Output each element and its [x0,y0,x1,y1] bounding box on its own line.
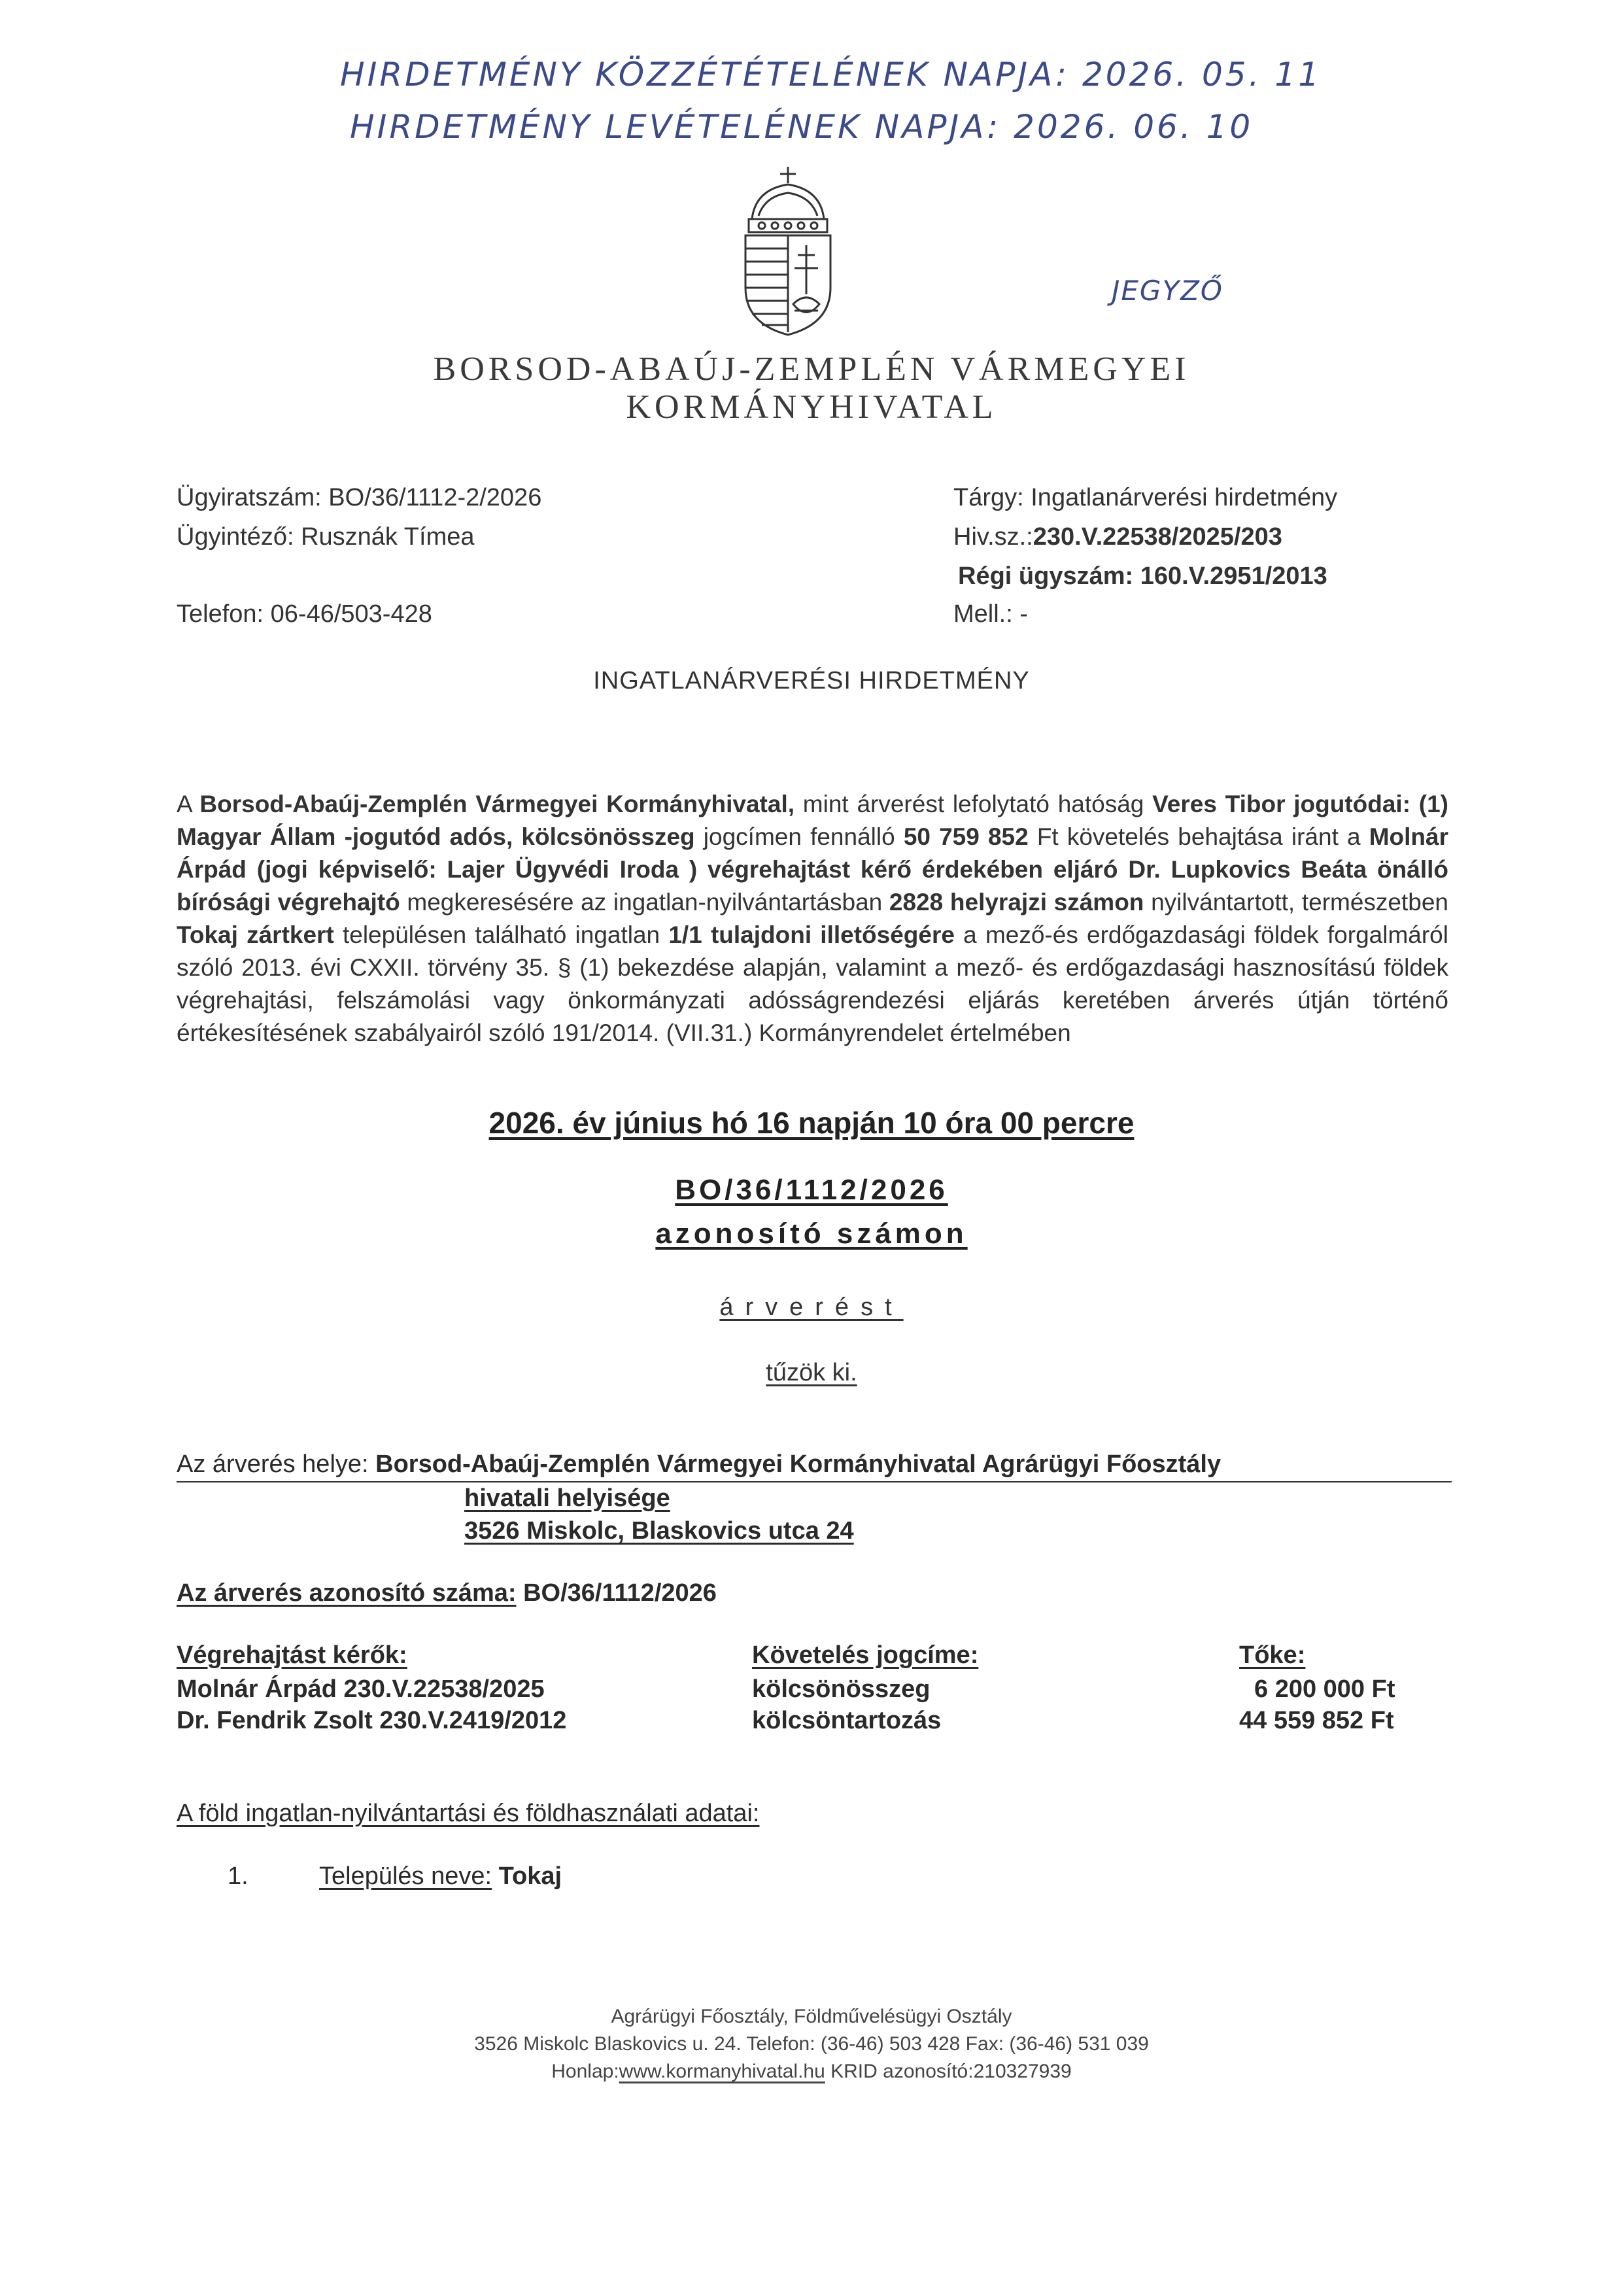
creditor-name: Dr. Fendrik Zsolt 230.V.2419/2012 [177,1707,567,1734]
auction-number-label: Az árverés azonosító száma: [177,1579,517,1607]
handwritten-removal-date: HIRDETMÉNY LEVÉTELÉNEK NAPJA: 2026. 06. 10 [350,108,1254,146]
case-number: Ügyiratszám: BO/36/1112-2/2026 [177,484,542,511]
venue-name: Borsod-Abaúj-Zemplén Vármegyei Kormányhivatal Agrárügyi Főosztály [375,1450,1222,1478]
body-paragraph [177,788,1448,1050]
body-bold: Tokaj zártkert [177,921,334,948]
land-item [319,1862,562,1891]
auction-date: 2026. év június hó 16 napján 10 óra 00 percre [488,1106,1135,1140]
reference-number [953,523,1282,551]
venue-line [177,1450,1452,1482]
body-text: a mező-és erdőgazdasági földek forgalmáról szóló 2013. évi CXXII. törvény 35. § (1) bekezdése alapján, valamint a mező- és erdőgazdasági hasznosítású földek végrehajtási, felszámolási vagy önkormányzati adósságrendezési eljárás keretében árverés útján történő értékesítésének szabályairól szóló 191/2014. (VII.31.) Kormányrendelet értelmében [177,921,1448,1046]
old-case-number: Régi ügyszám: 160.V.2951/2013 [958,562,1327,590]
case-handler: Ügyintéző: Rusznák Tímea [177,523,475,551]
body-text: jogcímen fennálló [694,823,904,850]
body-text: településen található ingatlan [333,921,669,948]
body-text: megkeresésére az ingatlan-nyilvántartásban [400,889,889,916]
document-title: INGATLANÁRVERÉSI HIRDETMÉNY [593,667,1030,694]
announcement-verb: tűzök ki. [766,1359,857,1386]
office-name-line1: BORSOD-ABAÚJ-ZEMPLÉN VÁRMEGYEI [433,351,1190,388]
body-bold: 50 759 852 [903,823,1029,850]
footer-web-label: Honlap: [551,2061,619,2082]
claim-title: kölcsönösszeg [752,1675,931,1703]
body-text: nyilvántartott, természetben [1144,889,1449,916]
capital-header: Tőke: [1239,1641,1306,1669]
settlement-label: Település neve: [319,1862,492,1890]
creditor-name: Molnár Árpád 230.V.22538/2025 [177,1675,545,1703]
body-bold: Borsod-Abaúj-Zemplén Vármegyei Kormányhivatal, [199,791,795,817]
settlement-value: Tokaj [498,1862,562,1890]
attachment-line: Mell.: - [953,600,1028,628]
reference-label: Hiv.sz.: [953,523,1033,551]
body-bold: 1/1 tulajdoni illetőségére [668,921,955,948]
phone-number: Telefon: 06-46/503-428 [177,600,432,628]
body-text: Ft követelés behajtása iránt a [1028,823,1369,850]
subject-line: Tárgy: Ingatlanárverési hirdetmény [953,484,1338,511]
footer-krid: KRID azonosító:210327939 [825,2061,1072,2082]
website-link[interactable]: www.kormanyhivatal.hu [619,2061,825,2082]
footer-department: Agrárügyi Főosztály, Földművelésügyi Osztály [611,2006,1012,2027]
body-text: A [177,791,200,817]
claim-title-header: Követelés jogcíme: [752,1641,979,1669]
auction-number-value: BO/36/1112/2026 [523,1579,717,1607]
venue-label: Az árverés helye: [177,1450,369,1478]
venue-address: 3526 Miskolc, Blaskovics utca 24 [464,1517,854,1545]
footer-web [0,2058,1623,2085]
auction-id-number: BO/36/1112/2026 [675,1174,948,1206]
footer-contact: 3526 Miskolc Blaskovics u. 24. Telefon: (36-46) 503 428 Fax: (36-46) 531 039 [474,2033,1149,2055]
handwritten-publication-date: HIRDETMÉNY KÖZZÉTÉTELÉNEK NAPJA: 2026. 05. 11 [340,56,1322,94]
body-bold: Veres Tibor jogutódai: (1) Magyar Állam -jogutód adós, kölcsönösszeg [177,791,1448,850]
handwritten-initials: JEGYZŐ [1112,275,1223,307]
capital-amount: 6 200 000 Ft [1254,1675,1395,1703]
reference-value: 230.V.22538/2025/203 [1033,523,1282,551]
office-name-line2: KORMÁNYHIVATAL [626,388,997,426]
coat-of-arms-emblem [729,163,847,340]
land-section-heading: A föld ingatlan-nyilvántartási és földhasználati adatai: [177,1800,760,1827]
creditors-header: Végrehajtást kérők: [177,1641,407,1669]
auction-word: árverést [719,1294,904,1321]
body-bold: Molnár Árpád (jogi képviselő: Lajer Ügyvédi Iroda ) végrehajtást kérő érdekében eljáró Dr. Lupkovics Beáta önálló bírósági végrehajtó [177,823,1448,916]
auction-number-line [177,1579,717,1607]
land-item-number: 1. [228,1862,248,1890]
auction-id-label: azonosító számon [655,1218,968,1250]
claim-title: kölcsöntartozás [752,1707,942,1734]
capital-amount: 44 559 852 Ft [1239,1707,1394,1734]
body-text: mint árverést lefolytató hatóság [794,791,1153,817]
venue-room: hivatali helyisége [464,1484,670,1512]
body-bold: 2828 helyrajzi számon [889,889,1144,916]
